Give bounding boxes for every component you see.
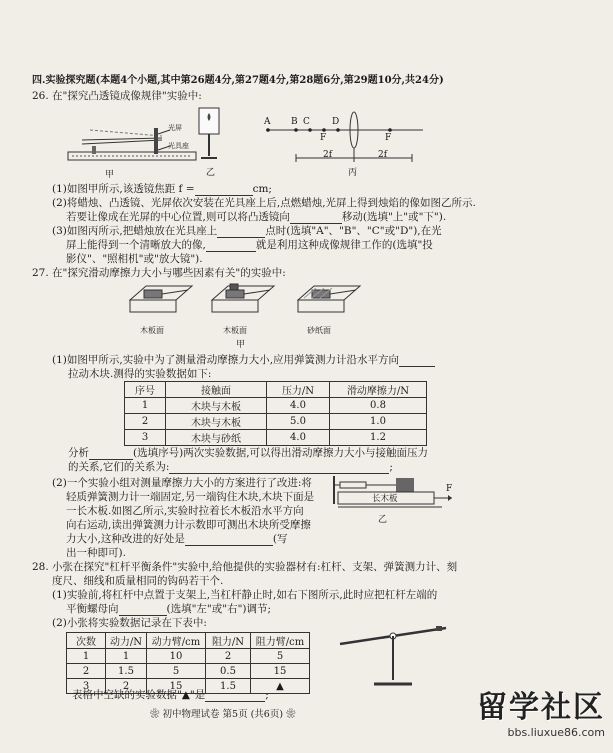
q27-analysis-end: ; bbox=[389, 461, 393, 473]
label-force-F: F bbox=[446, 484, 453, 494]
q27-part2e-text: 力大小,这种改进的好处是 bbox=[66, 533, 185, 545]
q28-missing-text: 表格中空缺的实验数据"▲"是 bbox=[72, 689, 206, 701]
table-row bbox=[125, 430, 427, 446]
blank-candle-point[interactable] bbox=[217, 226, 265, 238]
q28-missing-end: ; bbox=[265, 689, 269, 701]
q27-part2e2-text: (写 bbox=[272, 533, 288, 545]
label-guangping: 光屏 bbox=[168, 124, 182, 132]
th-pressure: 压力/N bbox=[267, 382, 330, 398]
watermark-big: 留学社区 bbox=[477, 690, 605, 725]
q26-figure-bing bbox=[258, 110, 428, 170]
lever-table bbox=[66, 632, 310, 694]
point-A: A bbox=[264, 117, 271, 127]
table-cell: 1.0 bbox=[330, 414, 427, 430]
q27-part1a-text: (1)如图甲所示,实验中为了测量滑动摩擦力大小,应用弹簧测力计沿水平方向 bbox=[52, 354, 400, 366]
q26-part1 bbox=[52, 182, 272, 196]
caption-wood2: 木板面 bbox=[223, 326, 247, 335]
label-long-board: 长木板 bbox=[372, 494, 398, 504]
blank-relation[interactable] bbox=[169, 462, 389, 474]
point-C: C bbox=[303, 117, 310, 127]
table-cell: 0.8 bbox=[330, 398, 427, 414]
caption-jia: 甲 bbox=[105, 170, 115, 180]
q28-stem-b: 度尺、细线和质量相同的钩码若干个. bbox=[52, 575, 224, 587]
q26-part1-unit: cm; bbox=[252, 183, 272, 195]
q26-part3a bbox=[52, 224, 442, 238]
q27-part1b: 拉动木块.测得的实验数据如下: bbox=[68, 368, 212, 380]
table-cell: 木块与木板 bbox=[166, 398, 267, 414]
q26-stem: 26. 在"探究凸透镜成像规律"实验中: bbox=[32, 90, 202, 102]
q26-part2a: (2)将蜡烛、凸透镜、光屏依次安装在光具座上后,点燃蜡烛,光屏上得到烛焰的像如图乙所示. bbox=[52, 197, 476, 209]
table-cell: 1 bbox=[67, 649, 106, 664]
q26-figure-yi bbox=[195, 104, 225, 162]
label-2f-right: 2f bbox=[378, 150, 388, 160]
q27-part2e bbox=[66, 532, 287, 546]
friction-table bbox=[124, 381, 427, 446]
q28-part1a: (1)实验前,将杠杆中点置于支架上,当杠杆静止时,如右下图所示,此时应把杠杆左端的 bbox=[52, 589, 438, 601]
q26-part3a-text: (3)如图丙所示,把蜡烛放在光具座上 bbox=[52, 225, 218, 237]
caption-yi27: 乙 bbox=[378, 515, 388, 525]
q27-analysis-b-text: (选填序号)两次实验数据,可以得出滑动摩擦力大小与接触面压力 bbox=[133, 447, 429, 459]
table-cell: 3 bbox=[67, 679, 106, 694]
q26-part2b bbox=[66, 210, 446, 224]
th-power-arm: 动力臂/cm bbox=[147, 633, 206, 649]
table-row bbox=[67, 649, 310, 664]
q27-analysis-a bbox=[68, 446, 428, 460]
q28-missing bbox=[72, 688, 269, 702]
caption-jia27: 甲 bbox=[236, 340, 246, 350]
blank-device[interactable] bbox=[206, 240, 256, 252]
q28-stem-a: 28. 小张在探究"杠杆平衡条件"实验中,给他提供的实验器材有:杠杆、支架、弹簧测力计、刻 bbox=[32, 561, 458, 573]
table-cell: 3 bbox=[125, 430, 166, 446]
blank-focal-length[interactable] bbox=[195, 184, 253, 196]
table-cell: 5.0 bbox=[267, 414, 330, 430]
table-cell: 1.2 bbox=[330, 430, 427, 446]
point-D: D bbox=[332, 117, 340, 127]
caption-yi: 乙 bbox=[206, 168, 216, 178]
q28-part1c-text: (选填"左"或"右")调节; bbox=[166, 603, 272, 615]
caption-wood1: 木板面 bbox=[140, 326, 164, 335]
q26-part3b-text: 屏上能得到一个清晰放大的像, bbox=[66, 239, 206, 251]
q27-part2d: 向右运动,读出弹簧测力计示数即可测出木块所受摩擦 bbox=[66, 519, 311, 531]
q27-analysis-a-text: 分析 bbox=[68, 447, 89, 459]
q26-part3a2-text: 点时(选填"A"、"B"、"C"或"D"),在光 bbox=[265, 225, 442, 237]
q26-part1-text: (1)如图甲所示,该透镜焦距 f = bbox=[52, 183, 195, 195]
table-cell: 1.5 bbox=[206, 679, 251, 694]
table-cell: 2 bbox=[125, 414, 166, 430]
table-row bbox=[125, 414, 427, 430]
q27-part2b: 轻质弹簧测力计一端固定,另一端钩住木块,木块下面是 bbox=[66, 491, 315, 503]
th-friction: 滑动摩擦力/N bbox=[330, 382, 427, 398]
q27-figure-jia bbox=[126, 280, 366, 322]
table-cell: 0.5 bbox=[206, 664, 251, 679]
blank-nut-direction[interactable] bbox=[119, 604, 167, 616]
q28-part1b-text: 平衡螺母向 bbox=[66, 603, 119, 615]
table-cell: 10 bbox=[147, 649, 206, 664]
q26-part3c: 影仪"、"照相机"或"放大镜"). bbox=[66, 253, 203, 265]
table-cell: 2 bbox=[106, 679, 147, 694]
blank-pull-manner[interactable] bbox=[399, 355, 435, 367]
th-times: 次数 bbox=[67, 633, 106, 649]
caption-bing: 丙 bbox=[348, 168, 358, 178]
watermark-small: bbs.liuxue86.com bbox=[507, 726, 605, 739]
label-guangjuzuo: 光具座 bbox=[168, 142, 189, 150]
q27-analysis-c-text: 的关系,它们的关系为: bbox=[68, 461, 170, 473]
q28-lever-figure bbox=[334, 622, 454, 692]
table-cell: 木块与砂纸 bbox=[166, 430, 267, 446]
th-resist-arm: 阻力臂/cm bbox=[251, 633, 310, 649]
table-cell: 5 bbox=[251, 649, 310, 664]
page-footer: ❀ 初中物理试卷 第5页 (共6页) ❀ bbox=[150, 709, 296, 720]
table-cell: 2 bbox=[67, 664, 106, 679]
section-title: 四.实验探究题(本题4个小题,其中第26题4分,第27题4分,第28题6分,第29题10分,共24分) bbox=[32, 75, 444, 86]
table-header-row bbox=[67, 633, 310, 649]
table-header-row bbox=[125, 382, 427, 398]
q26-part2c-text: 移动(选填"上"或"下"). bbox=[341, 211, 447, 223]
q27-stem: 27. 在"探究滑动摩擦力大小与哪些因素有关"的实验中: bbox=[32, 267, 286, 279]
th-resist: 阻力/N bbox=[206, 633, 251, 649]
table-cell: 1.5 bbox=[106, 664, 147, 679]
point-F-left: F bbox=[320, 133, 327, 143]
table-cell: 15 bbox=[251, 664, 310, 679]
table-cell: 1 bbox=[106, 649, 147, 664]
table-cell: 4.0 bbox=[267, 430, 330, 446]
label-2f-left: 2f bbox=[323, 150, 333, 160]
th-power: 动力/N bbox=[106, 633, 147, 649]
point-F-right: F bbox=[385, 133, 392, 143]
blank-select-rows[interactable] bbox=[89, 448, 133, 460]
table-cell: ▲ bbox=[251, 679, 310, 694]
table-cell: 2 bbox=[206, 649, 251, 664]
th-seq: 序号 bbox=[125, 382, 166, 398]
q26-part3b bbox=[66, 238, 433, 252]
point-B: B bbox=[291, 117, 298, 127]
table-cell: 木块与木板 bbox=[166, 414, 267, 430]
q27-analysis-c bbox=[68, 460, 393, 474]
table-cell: 4.0 bbox=[267, 398, 330, 414]
caption-sandpaper: 砂纸面 bbox=[307, 326, 331, 335]
q27-part2f: 出一种即可). bbox=[66, 547, 126, 559]
q27-part2c: 一长木板.如图乙所示,实验时拉着长木板沿水平方向 bbox=[66, 505, 304, 517]
site-watermark-logo bbox=[477, 682, 605, 739]
blank-advantage[interactable] bbox=[185, 534, 273, 546]
table-cell: 15 bbox=[147, 679, 206, 694]
th-surface: 接触面 bbox=[166, 382, 267, 398]
blank-lens-direction[interactable] bbox=[290, 212, 342, 224]
q27-part1a bbox=[52, 353, 435, 367]
q27-part2a: (2)一个实验小组对测量摩擦力大小的方案进行了改进:将 bbox=[52, 477, 312, 489]
table-row bbox=[67, 664, 310, 679]
blank-missing-value[interactable] bbox=[205, 690, 265, 702]
table-cell: 5 bbox=[147, 664, 206, 679]
table-row bbox=[125, 398, 427, 414]
q26-part3b2-text: 就是利用这种成像规律工作的(选填"投 bbox=[255, 239, 433, 251]
table-cell: 1 bbox=[125, 398, 166, 414]
q28-part1b bbox=[66, 602, 271, 616]
q28-part2: (2)小张将实验数据记录在下表中: bbox=[52, 617, 207, 629]
q26-part2b-text: 若要让像成在光屏的中心位置,则可以将凸透镜向 bbox=[66, 211, 290, 223]
